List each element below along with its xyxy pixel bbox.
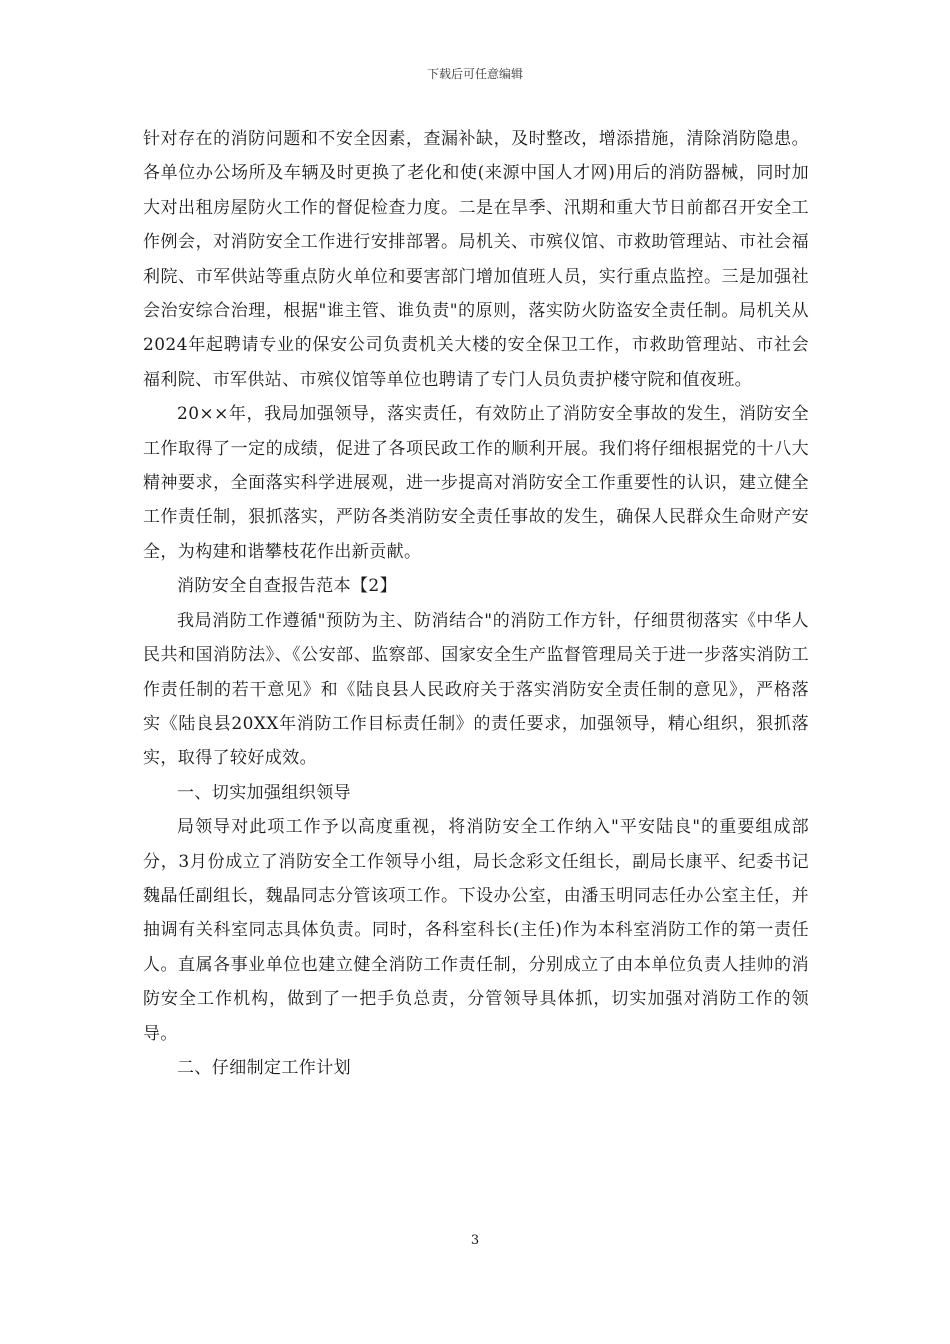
page-number: 3 xyxy=(470,1233,480,1248)
paragraph-continuation: 针对存在的消防问题和不安全因素，查漏补缺，及时整改，增添措施，清除消防隐患。各单位办公场所及车辆及时更换了老化和使(来源中国人才网)用后的消防器械，同时加大对出租房屋防火工作的督促检查力度。二是在旱季、汛期和重大节日前都召开安全工作例会，对消防安全工作进行安排部署。局机关、市殡仪馆、市救助管理站、市社会福利院、市军供站等重点防火单位和要害部门增加值班人员，实行重点监控。三是加强社会治安综合治理，根据"谁主管、谁负责"的原则，落实防火防盗安全责任制。局机关从2024年起聘请专业的保安公司负责机关大楼的安全保卫工作，市救助管理站、市社会福利院、市军供站、市殡仪馆等单位也聘请了专门人员负责护楼守院和值夜班。 xyxy=(143,129,809,390)
section-title: 消防安全自查报告范本【2】 xyxy=(177,576,398,597)
heading-plan: 二、仔细制定工作计划 xyxy=(177,1057,351,1078)
page-header: 下载后可任意编辑 xyxy=(426,67,523,81)
paragraph-intro: 我局消防工作遵循"预防为主、防消结合"的消防工作方针，仔细贯彻落实《中华人民共和国消防法》、《公安部、监察部、国家安全生产监督管理局关于进一步落实消防工作责任制的若干意见》和《陆良县人民政府关于落实消防安全责任制的意见》，严格落实《陆良县20XX年消防工作目标责任制》的责任要求，加强领导，精心组织，狠抓落实，取得了较好成效。 xyxy=(143,610,809,769)
document-body xyxy=(143,122,809,1085)
heading-organization: 一、切实加强组织领导 xyxy=(177,782,351,803)
paragraph-summary: 20××年，我局加强领导，落实责任，有效防止了消防安全事故的发生，消防安全工作取得了一定的成绩，促进了各项民政工作的顺利开展。我们将仔细根据党的十八大精神要求，全面落实科学进展观，进一步提高对消防安全工作重要性的认识，建立健全工作责任制，狠抓落实，严防各类消防安全责任事故的发生，确保人民群众生命财产安全，为构建和谐攀枝花作出新贡献。 xyxy=(143,404,809,562)
paragraph-organization: 局领导对此项工作予以高度重视，将消防安全工作纳入"平安陆良"的重要组成部分，3月份成立了消防安全工作领导小组，局长念彩文任组长，副局长康平、纪委书记魏晶任副组长，魏晶同志分管该项工作。下设办公室，由潘玉明同志任办公室主任，并抽调有关科室同志具体负责。同时，各科室科长(主任)作为本科室消防工作的第一责任人。直属各事业单位也建立健全消防工作责任制，分别成立了由本单位负责人挂帅的消防安全工作机构，做到了一把手负总责，分管领导具体抓，切实加强对消防工作的领导。 xyxy=(143,817,809,1044)
